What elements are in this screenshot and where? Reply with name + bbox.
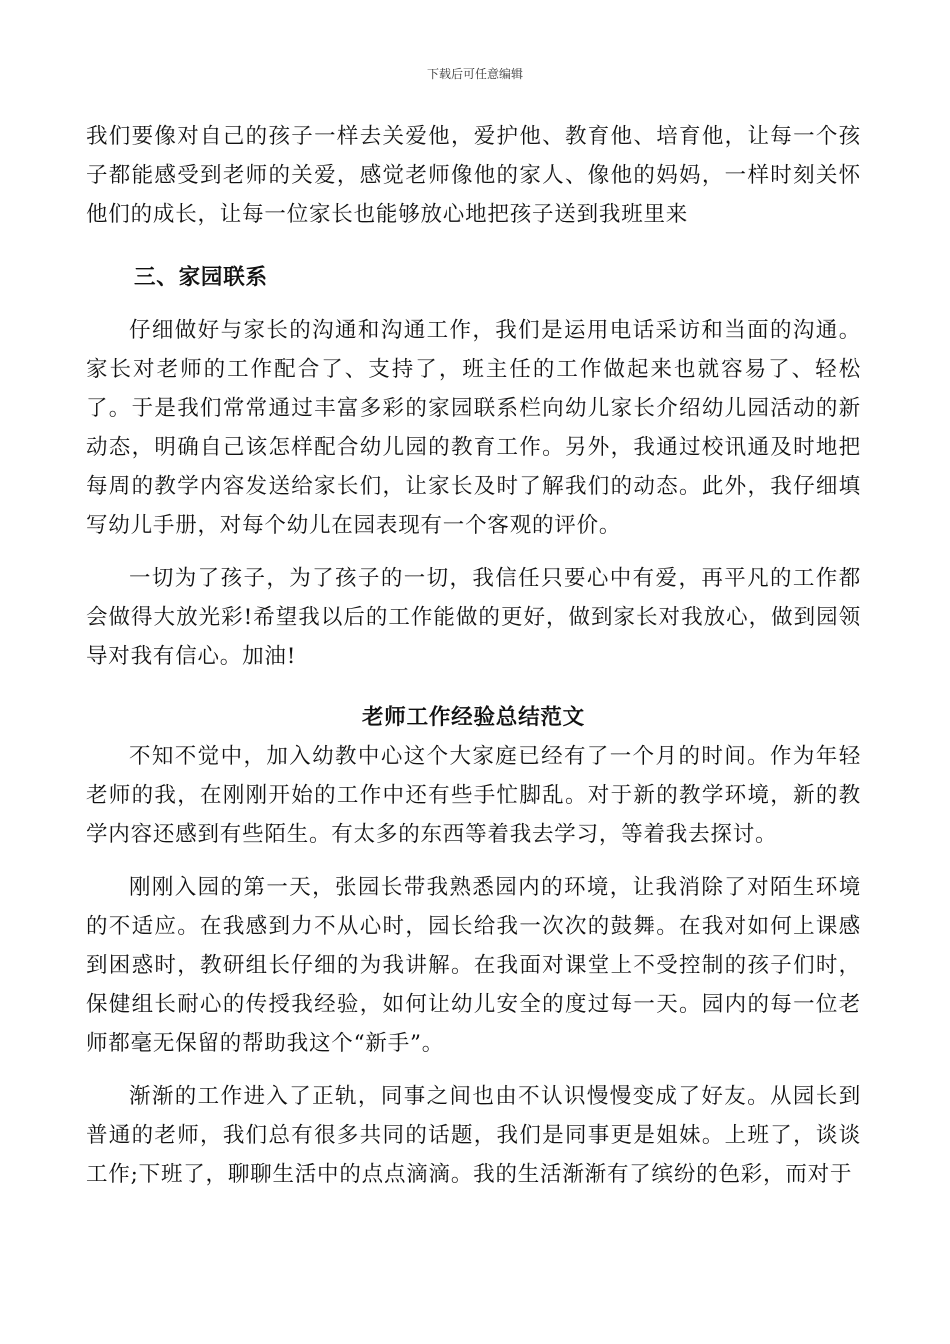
paragraph-first-day: 刚刚入园的第一天，张园长带我熟悉园内的环境，让我消除了对陌生环境的不适应。在我感到力不从心时，园长给我一次次的鼓舞。在我对如何上课感到困惑时，教研组长仔细的为我讲解。在我面对课堂上不受控制的孩子们时，保健组长耐心的传授我经验，如何让幼儿安全的度过每一天。园内的每一位老师都毫无保留的帮助我这个“新手”。 — [86, 875, 861, 1056]
article-title: 老师工作经验总结范文 — [361, 705, 585, 730]
paragraph-conclusion: 一切为了孩子，为了孩子的一切，我信任只要心中有爱，再平凡的工作都会做得大放光彩!希望我以后的工作能做的更好，做到家长对我放心，做到园领导对我有信心。加油! — [86, 566, 861, 669]
section-heading-home-school-contact: 三、家园联系 — [134, 265, 268, 290]
page-header: 下载后可任意编辑 — [426, 67, 523, 81]
paragraph-parent-communication: 仔细做好与家长的沟通和沟通工作，我们是运用电话采访和当面的沟通。家长对老师的工作配合了、支持了，班主任的工作做起来也就容易了、轻松了。于是我们常常通过丰富多彩的家园联系栏向幼儿家长介绍幼儿园活动的新动态，明确自己该怎样配合幼儿园的教育工作。另外，我通过校讯通及时地把每周的教学内容发送给家长们，让家长及时了解我们的动态。此外，我仔细填写幼儿手册，对每个幼儿在园表现有一个客观的评价。 — [86, 318, 861, 538]
paragraph-care-for-children: 我们要像对自己的孩子一样去关爱他，爱护他、教育他、培育他，让每一个孩子都能感受到老师的关爱，感觉老师像他的家人、像他的妈妈，一样时刻关怀他们的成长，让每一位家长也能够放心地把孩子送到我班里来 — [86, 124, 861, 227]
document-body — [86, 117, 861, 1194]
paragraph-colleagues: 渐渐的工作进入了正轨，同事之间也由不认识慢慢变成了好友。从园长到普通的老师，我们总有很多共同的话题，我们是同事更是姐妹。上班了，谈谈工作;下班了，聊聊生活中的点点滴滴。我的生活渐渐有了缤纷的色彩，而对于 — [86, 1084, 861, 1187]
paragraph-first-month: 不知不觉中，加入幼教中心这个大家庭已经有了一个月的时间。作为年轻老师的我，在刚刚开始的工作中还有些手忙脚乱。对于新的教学环境，新的教学内容还感到有些陌生。有太多的东西等着我去学习，等着我去探讨。 — [86, 744, 861, 847]
